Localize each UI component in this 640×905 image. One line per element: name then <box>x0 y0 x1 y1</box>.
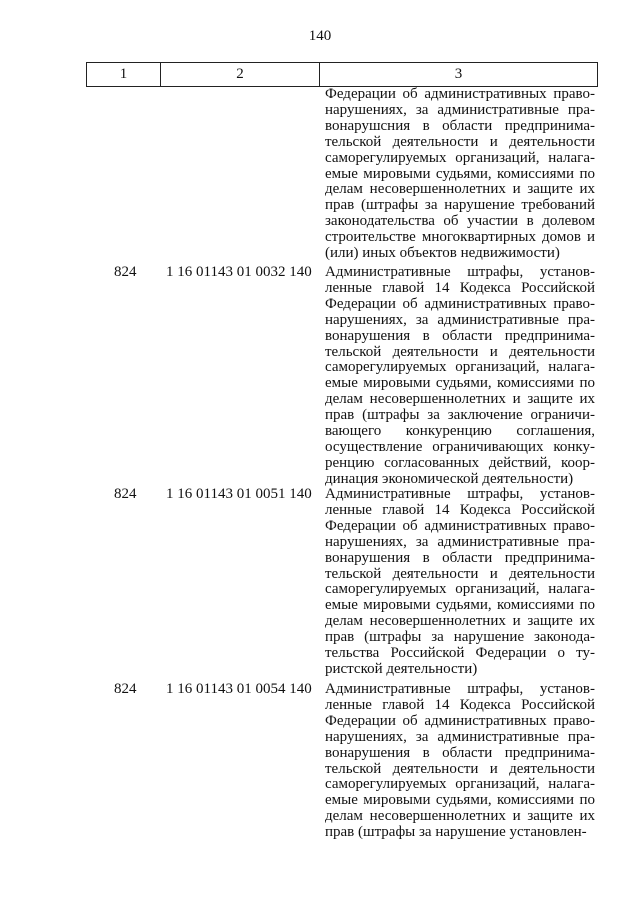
table-header-col-3: 3 <box>454 66 463 82</box>
description-line: прав (штрафы за нарушение установлен- <box>325 824 587 841</box>
description-line: Административные штрафы, установ- <box>325 681 595 697</box>
page-number: 140 <box>308 28 332 44</box>
description-line: Федерации об административных право- <box>325 86 595 102</box>
description-line: саморегулируемых организаций, налага- <box>325 776 595 793</box>
description-line: прав (штрафы за нарушение законода- <box>325 629 595 646</box>
continuation-description <box>325 87 595 262</box>
description-line: тельской деятельности и деятельности <box>325 133 595 150</box>
description-line: нарушениях, за административные пра- <box>325 101 595 118</box>
description-line: саморегулируемых организаций, налага- <box>325 359 595 376</box>
table-header-col-2: 2 <box>161 63 320 86</box>
description-line: нарушениях, за административные пра- <box>325 728 595 745</box>
description-line: вонарушсния в области предпринима- <box>325 117 595 134</box>
description-line: (или) иных объектов недвижимости) <box>325 245 560 262</box>
description-line: саморегулируемых организаций, налага- <box>325 149 595 166</box>
description-line: нарушениях, за административные пра- <box>325 533 595 550</box>
description-line: тельской деятельности и деятельности <box>325 760 595 777</box>
description-line: строительстве многоквартирных домов и <box>325 229 595 246</box>
description-line: динация экономической деятельности) <box>325 470 574 487</box>
description-line: законодательства об участии в долевом <box>325 213 595 230</box>
description-line: емые мировыми судьями, комиссиями по <box>325 792 595 809</box>
description-line: делам несовершеннолетних и защите их <box>325 391 595 408</box>
description-line: делам несовершеннолетних и защите их <box>325 808 595 825</box>
table-header-col-1: 1 <box>87 63 161 86</box>
description-line: осуществление ограничивающих конку- <box>325 438 595 455</box>
description-line: Федерации об административных право- <box>325 295 595 312</box>
kbk-code: 1 16 01143 01 0051 140 <box>166 486 312 502</box>
description-line: вонарушения в области предпринима- <box>325 744 595 761</box>
admin-code: 824 <box>114 681 137 697</box>
description-line: вонарушения в области предпринима- <box>325 549 595 566</box>
description-line: прав (штрафы за заключение ограничи- <box>325 407 595 424</box>
description-line: емые мировыми судьями, комиссиями по <box>325 597 595 614</box>
description-line: тельской деятельности и деятельности <box>325 565 595 582</box>
description-line: Административные штрафы, установ- <box>325 486 595 502</box>
kbk-code: 1 16 01143 01 0054 140 <box>166 681 312 697</box>
description-line: нарушениях, за административные пра- <box>325 311 595 328</box>
row-description <box>325 682 595 841</box>
description-line: Федерации об административных право- <box>325 712 595 729</box>
description-line: ристской деятельности) <box>325 660 478 677</box>
description-line: Федерации об административных право- <box>325 517 595 534</box>
description-line: Административные штрафы, установ- <box>325 264 595 280</box>
description-line: емые мировыми судьями, комиссиями по <box>325 375 595 392</box>
description-line: делам несовершеннолетних и защите их <box>325 613 595 630</box>
description-line: ленные главой 14 Кодекса Российской <box>325 279 595 296</box>
description-line: емые мировыми судьями, комиссиями по <box>325 165 595 182</box>
description-line: вонарушения в области предпринима- <box>325 327 595 344</box>
description-line: тельства Российской Федерации о ту- <box>325 645 595 662</box>
description-line: ленные главой 14 Кодекса Российской <box>325 696 595 713</box>
description-line: ренцию согласованных действий, коор- <box>325 454 595 471</box>
admin-code: 824 <box>114 264 137 280</box>
kbk-code: 1 16 01143 01 0032 140 <box>166 264 312 280</box>
description-line: вающего конкуренцию соглашения, <box>325 423 595 440</box>
table-header-row <box>86 62 598 87</box>
description-line: делам несовершеннолетних и защите их <box>325 181 595 198</box>
description-line: ленные главой 14 Кодекса Российской <box>325 501 595 518</box>
description-line: саморегулируемых организаций, налага- <box>325 581 595 598</box>
description-line: прав (штрафы за нарушение требований <box>325 197 595 214</box>
row-description <box>325 265 595 488</box>
description-line: тельской деятельности и деятельности <box>325 343 595 360</box>
row-description <box>325 487 595 678</box>
admin-code: 824 <box>114 486 137 502</box>
